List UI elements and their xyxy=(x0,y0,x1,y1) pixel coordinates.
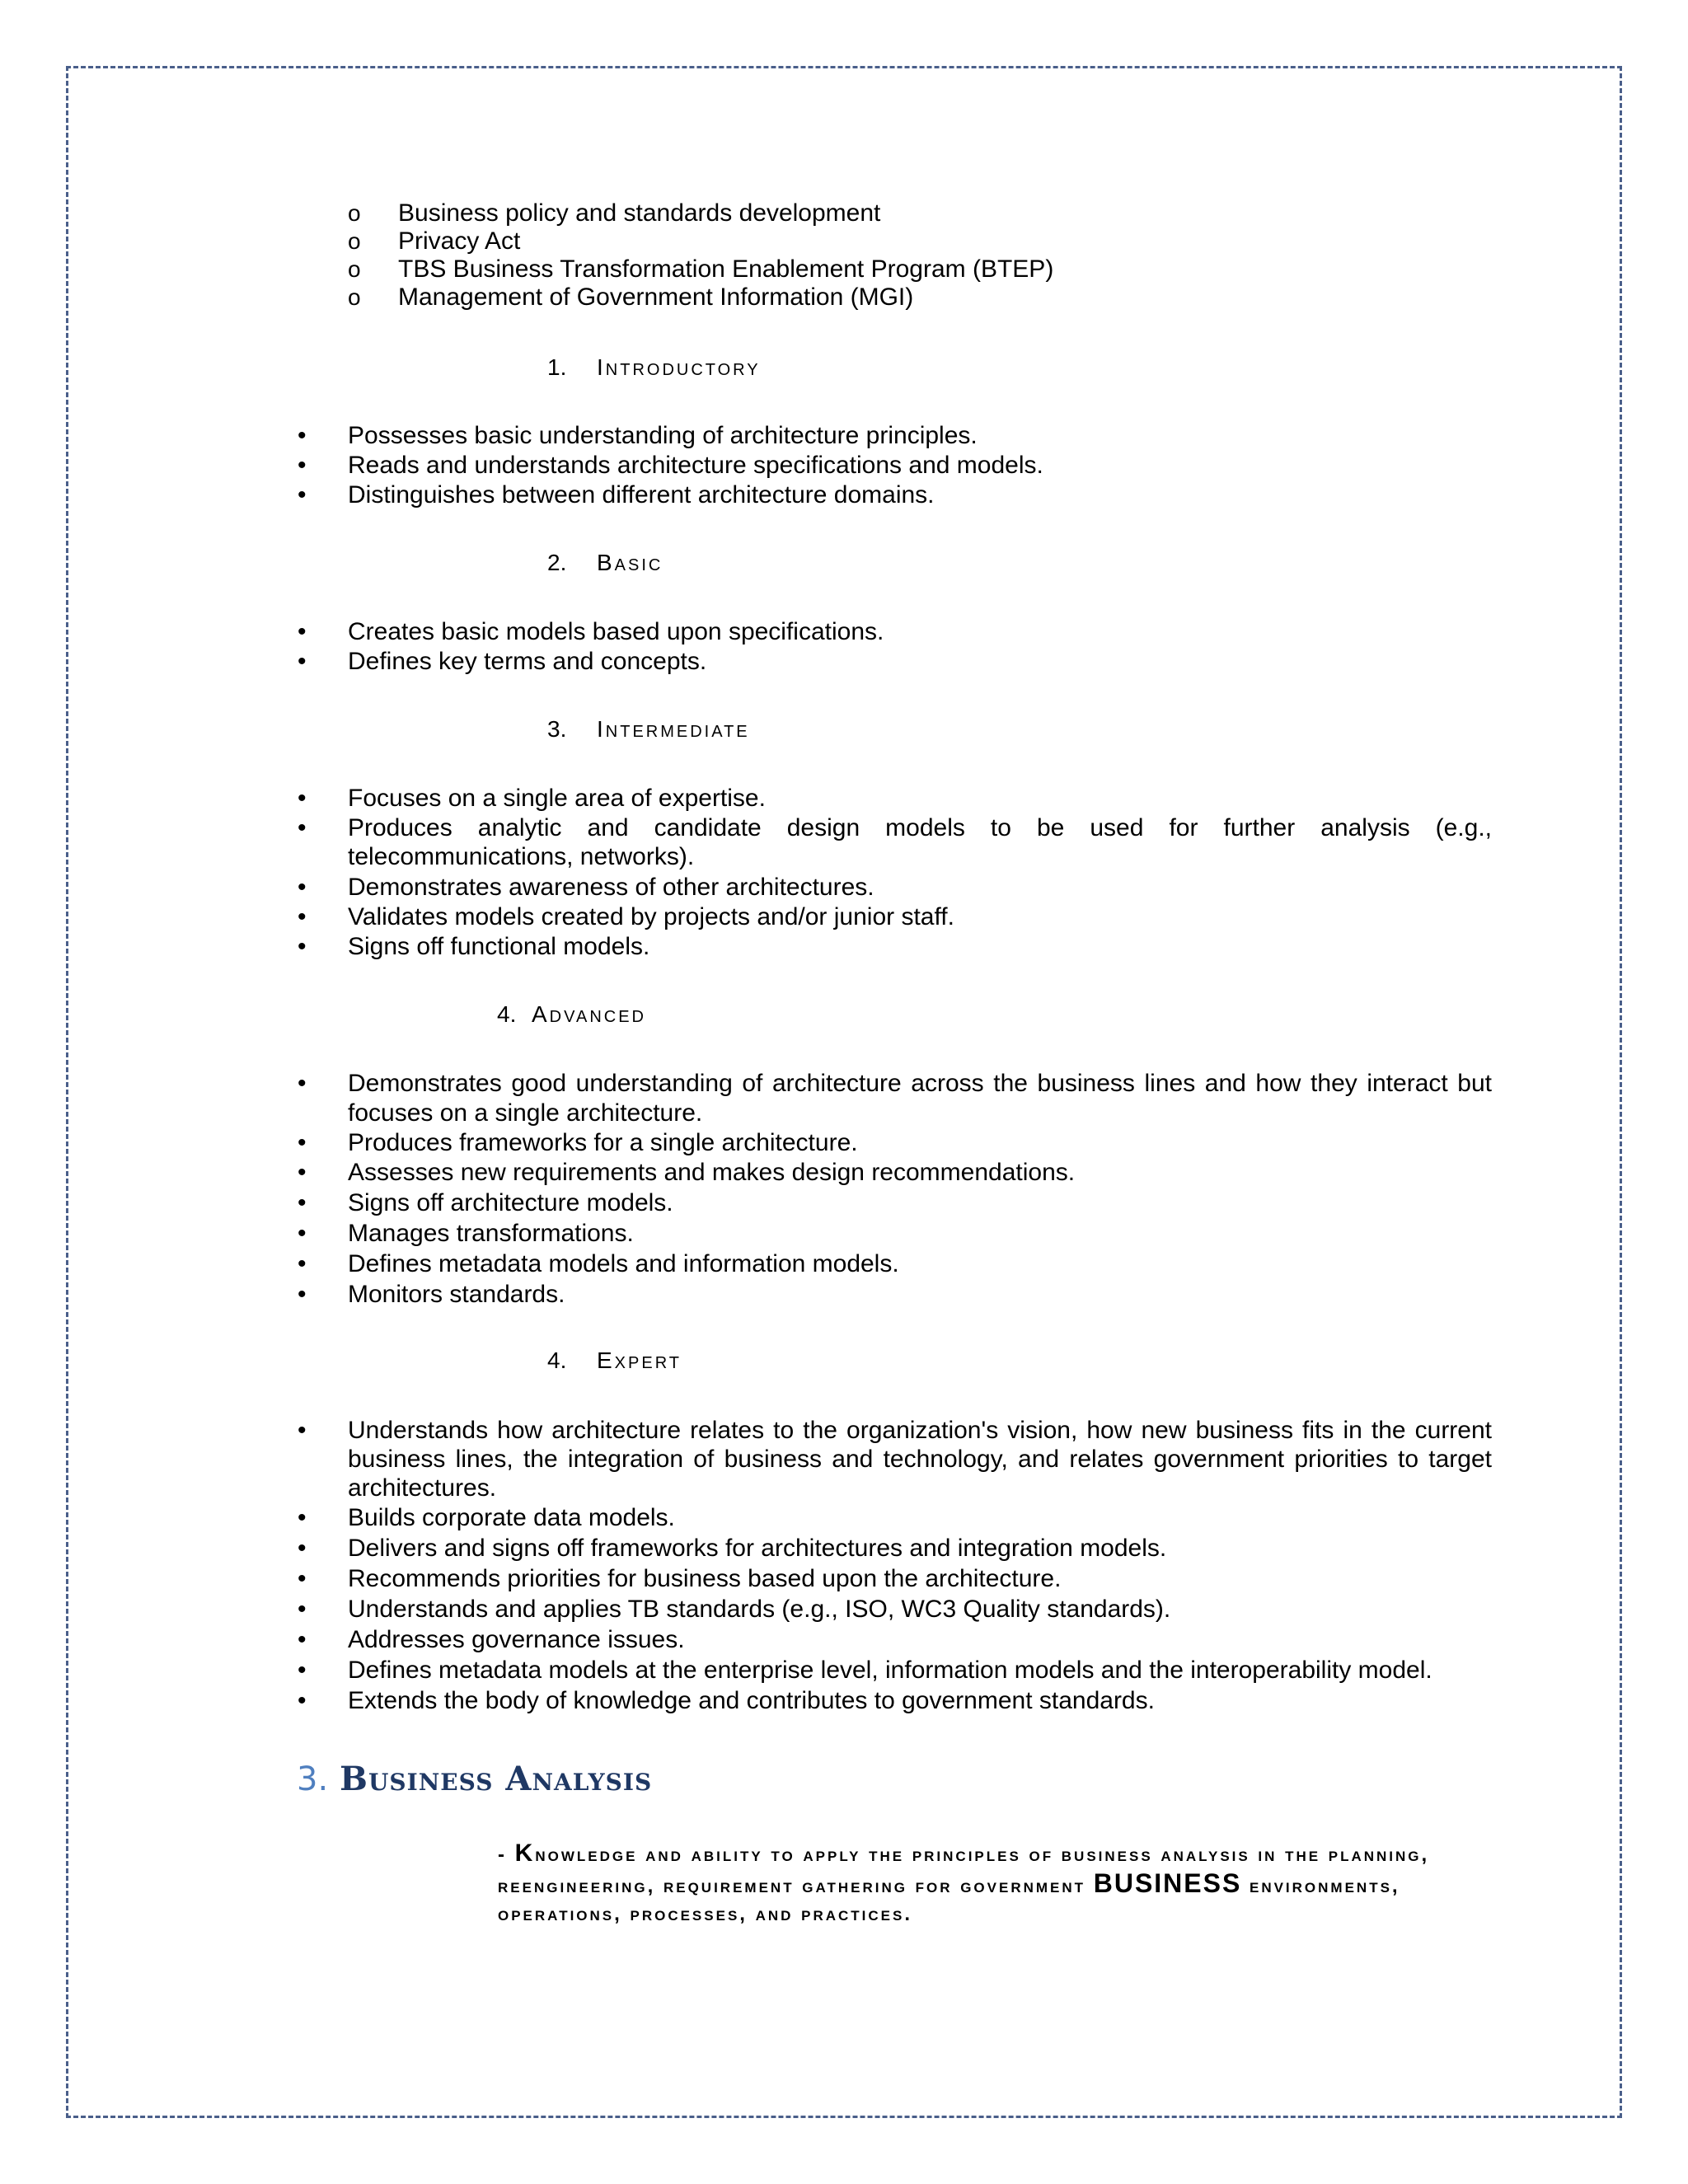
level-title: Advanced xyxy=(532,1001,646,1027)
level-title: Expert xyxy=(597,1347,682,1373)
bullet: • xyxy=(298,1504,307,1531)
list-item: Addresses governance issues. xyxy=(348,1626,685,1653)
bullet: • xyxy=(298,1220,307,1247)
bullet: • xyxy=(298,1250,307,1277)
bullet: • xyxy=(298,1596,307,1623)
bullet: • xyxy=(298,903,307,930)
sub-list-item: Business policy and standards development xyxy=(398,199,881,227)
level-title: Intermediate xyxy=(597,716,750,742)
description-text-1: nowledge and ability to apply the principles of business analysis in the planning, reengineering, requirement gathering for government xyxy=(498,1844,1430,1897)
bullet: • xyxy=(298,1189,307,1216)
level-title: Introductory xyxy=(597,354,761,380)
bullet: • xyxy=(298,1129,307,1156)
list-item: Produces frameworks for a single architecture. xyxy=(348,1129,858,1156)
bullet: • xyxy=(298,452,307,479)
bullet: • xyxy=(298,1626,307,1653)
level-heading-advanced xyxy=(497,1000,646,1029)
bullet: • xyxy=(298,933,307,960)
level-heading-intermediate xyxy=(547,715,750,744)
list-item: Signs off architecture models. xyxy=(348,1189,673,1216)
list-item: Demonstrates good understanding of architecture across the business lines and how they interact but xyxy=(348,1070,1492,1097)
sub-list-item: Management of Government Information (MGI) xyxy=(398,284,914,311)
section-title: Business Analysis xyxy=(340,1760,653,1798)
bullet: • xyxy=(298,785,307,812)
list-item-continuation: telecommunications, networks). xyxy=(348,843,695,870)
list-item: Understands and applies TB standards (e.g., ISO, WC3 Quality standards). xyxy=(348,1596,1171,1623)
sub-list-bullet: o xyxy=(348,284,361,310)
list-item: Manages transformations. xyxy=(348,1220,634,1247)
list-item: Distinguishes between different architecture domains. xyxy=(348,481,935,509)
list-item-continuation: architectures. xyxy=(348,1474,497,1502)
section-description xyxy=(498,1840,1470,1929)
list-item: Extends the body of knowledge and contributes to government standards. xyxy=(348,1687,1155,1714)
list-item: Monitors standards. xyxy=(348,1281,565,1308)
list-item: Delivers and signs off frameworks for architectures and integration models. xyxy=(348,1535,1167,1562)
bullet: • xyxy=(298,1417,307,1444)
list-item: Produces analytic and candidate design models to be used for further analysis (e.g., xyxy=(348,814,1492,841)
bullet: • xyxy=(298,648,307,675)
description-business: BUSINESS xyxy=(1093,1868,1242,1898)
bullet: • xyxy=(298,481,307,509)
list-item-continuation: focuses on a single architecture. xyxy=(348,1099,703,1127)
sub-list-item: TBS Business Transformation Enablement Program (BTEP) xyxy=(398,255,1054,283)
level-number: 2. xyxy=(547,550,567,575)
description-prefix: - xyxy=(498,1844,515,1866)
list-item: Reads and understands architecture specifications and models. xyxy=(348,452,1043,479)
list-item: Defines metadata models and information models. xyxy=(348,1250,899,1277)
level-number: 4. xyxy=(547,1347,567,1373)
level-heading-introductory xyxy=(547,353,761,382)
sub-list-bullet: o xyxy=(348,256,361,282)
bullet: • xyxy=(298,1565,307,1592)
bullet: • xyxy=(298,874,307,901)
bullet: • xyxy=(298,1535,307,1562)
list-item: Assesses new requirements and makes design recommendations. xyxy=(348,1159,1076,1186)
level-number: 4. xyxy=(497,1001,517,1027)
list-item: Validates models created by projects and/or junior staff. xyxy=(348,903,954,930)
sub-list-item: Privacy Act xyxy=(398,227,521,255)
list-item: Demonstrates awareness of other architectures. xyxy=(348,874,874,901)
list-item: Defines metadata models at the enterprise level, information models and the interoperability model. xyxy=(348,1657,1432,1684)
section-heading-business-analysis xyxy=(297,1759,652,1800)
bullet: • xyxy=(298,814,307,841)
sub-list-bullet: o xyxy=(348,228,361,254)
bullet: • xyxy=(298,1657,307,1684)
list-item: Builds corporate data models. xyxy=(348,1504,675,1531)
bullet: • xyxy=(298,618,307,645)
level-heading-expert xyxy=(547,1346,682,1376)
description-text-2: environments, operations, processes, and practices. xyxy=(498,1875,1400,1925)
list-item: Possesses basic understanding of architecture principles. xyxy=(348,422,978,449)
level-heading-basic xyxy=(547,548,663,578)
list-item: Understands how architecture relates to the organization's vision, how new business fits in the current xyxy=(348,1417,1492,1444)
list-item: Signs off functional models. xyxy=(348,933,650,960)
bullet: • xyxy=(298,1070,307,1097)
level-number: 3. xyxy=(547,716,567,742)
bullet: • xyxy=(298,1281,307,1308)
list-item: Recommends priorities for business based upon the architecture. xyxy=(348,1565,1062,1592)
list-item: Defines key terms and concepts. xyxy=(348,648,707,675)
level-number: 1. xyxy=(547,354,567,380)
description-initial: K xyxy=(514,1840,536,1867)
list-item-continuation: business lines, the integration of business and technology, and relates government priorities to target xyxy=(348,1446,1492,1473)
section-number: 3. xyxy=(297,1760,329,1798)
bullet: • xyxy=(298,422,307,449)
bullet: • xyxy=(298,1687,307,1714)
list-item: Focuses on a single area of expertise. xyxy=(348,785,766,812)
level-title: Basic xyxy=(597,550,663,575)
list-item: Creates basic models based upon specifications. xyxy=(348,618,884,645)
bullet: • xyxy=(298,1159,307,1186)
sub-list-bullet: o xyxy=(348,200,361,226)
